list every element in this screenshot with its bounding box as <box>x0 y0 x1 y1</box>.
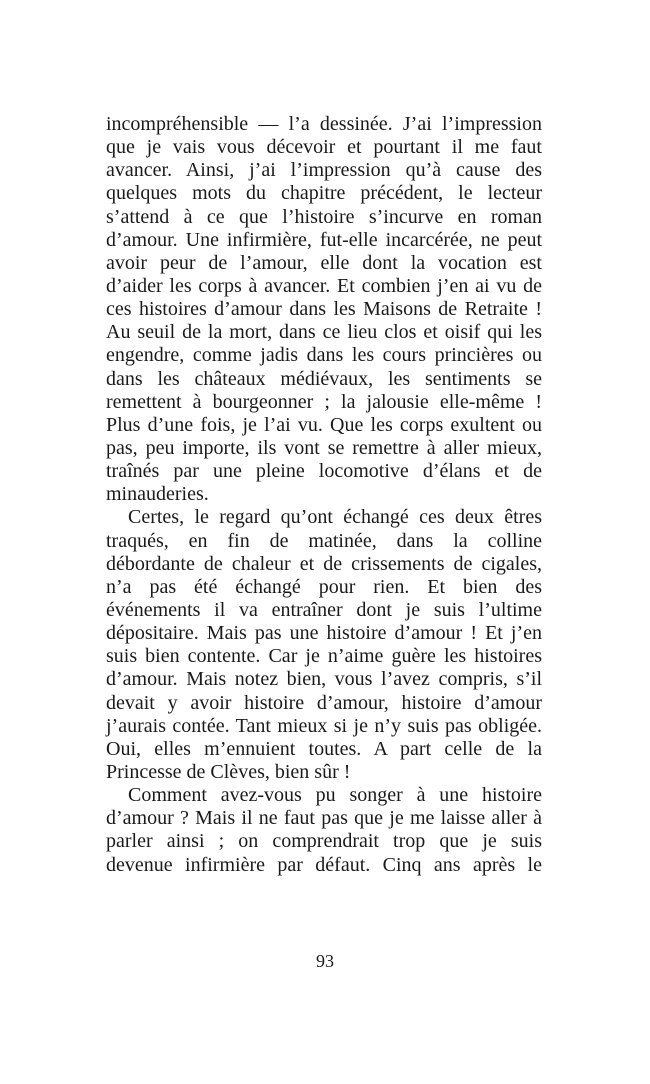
text-line: incompréhensible — l’a dessinée. J’ai l’impression <box>106 113 542 135</box>
text-line: quelques mots du chapitre précédent, le lecteur <box>106 182 542 205</box>
text-line: que je vais vous décevoir et pourtant il me faut <box>106 136 542 159</box>
text-line: devenue infirmière par défaut. Cinq ans après le <box>106 853 542 876</box>
text-line: avancer. Ainsi, j’ai l’impression qu’à cause des <box>106 159 542 182</box>
text-line: minauderies. <box>106 483 209 506</box>
text-line: débordante de chaleur et de crissements de cigales, <box>106 552 542 575</box>
text-line: pas, peu importe, ils vont se remettre à aller mieux, <box>106 436 542 459</box>
text-line: d’aider les corps à avancer. Et combien j’en ai vu de <box>106 274 542 297</box>
page-number: 93 <box>316 951 334 971</box>
text-line: d’amour. Une infirmière, fut-elle incarcérée, ne peut <box>106 228 542 251</box>
paragraph-2 <box>106 506 542 784</box>
paragraph-1 <box>106 113 542 506</box>
text-line: suis bien contente. Car je n’aime guère les histoires <box>106 645 542 668</box>
text-line: Comment avez-vous pu songer à une histoire <box>128 784 542 807</box>
text-line: ces histoires d’amour dans les Maisons de Retraite ! <box>106 298 542 321</box>
text-line: dans les châteaux médiévaux, les sentiments se <box>106 367 542 390</box>
text-line: Princesse de Clèves, bien sûr ! <box>106 760 351 783</box>
text-line: Oui, elles m’ennuient toutes. A part celle de la <box>106 737 542 760</box>
text-line: traqués, en fin de matinée, dans la colline <box>106 529 542 552</box>
text-line: remettent à bourgeonner ; la jalousie elle-même ! <box>106 390 542 413</box>
text-line: avoir peur de l’amour, elle dont la vocation est <box>106 251 542 274</box>
text-line: Certes, le regard qu’ont échangé ces deux êtres <box>128 506 542 529</box>
text-line: d’amour. Mais notez bien, vous l’avez compris, s’il <box>106 668 542 691</box>
text-line: dépositaire. Mais pas une histoire d’amour ! Et j’en <box>106 622 542 645</box>
text-line: d’amour ? Mais il ne faut pas que je me laisse aller à <box>106 807 542 830</box>
text-line: devait y avoir histoire d’amour, histoire d’amour <box>106 691 542 714</box>
text-line: n’a pas été échangé pour rien. Et bien des <box>106 575 542 598</box>
text-line: Au seuil de la mort, dans ce lieu clos et oisif qui les <box>106 321 542 344</box>
text-line: Plus d’une fois, je l’ai vu. Que les corps exultent ou <box>106 413 542 436</box>
text-line: engendre, comme jadis dans les cours princières ou <box>106 344 542 367</box>
text-line: événements il va entraîner dont je suis l’ultime <box>106 598 542 621</box>
text-line: j’aurais contée. Tant mieux si je n’y suis pas obligée. <box>106 714 542 737</box>
text-line: parler ainsi ; on comprendrait trop que je suis <box>106 830 542 853</box>
text-line: s’attend à ce que l’histoire s’incurve en roman <box>106 205 542 228</box>
paragraph-3 <box>106 784 542 877</box>
body-text <box>106 113 542 877</box>
text-line: traînés par une pleine locomotive d’élans et de <box>106 460 542 483</box>
